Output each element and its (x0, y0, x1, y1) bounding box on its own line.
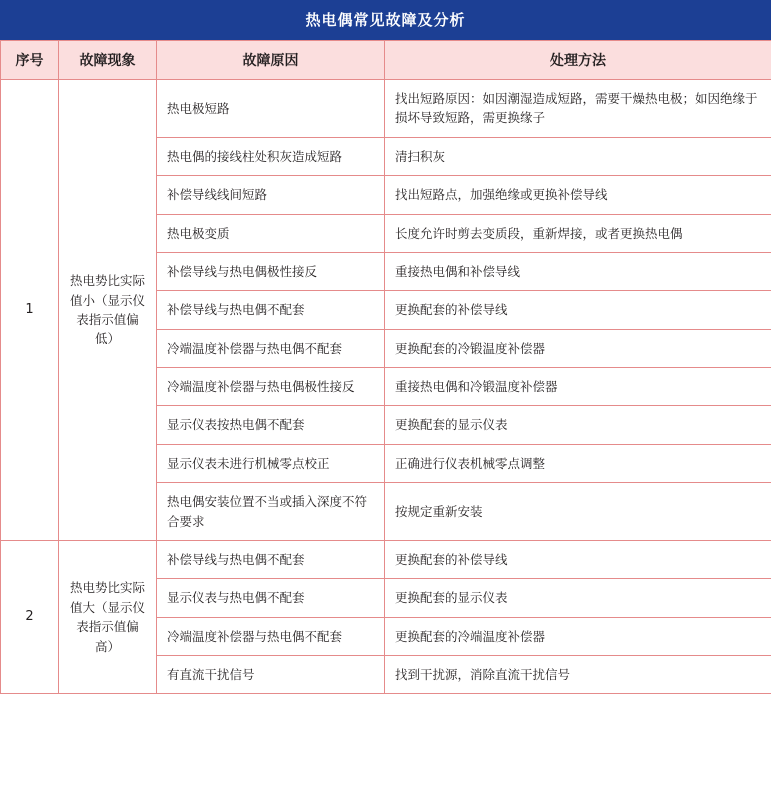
table-row (1, 540, 771, 578)
row-cause: 热电极短路 (157, 80, 385, 138)
row-cause: 热电偶安装位置不当或插入深度不符合要求 (157, 483, 385, 541)
row-cause: 有直流干扰信号 (157, 656, 385, 694)
row-cause: 补偿导线线间短路 (157, 176, 385, 214)
row-cause: 补偿导线与热电偶不配套 (157, 540, 385, 578)
row-fix: 正确进行仪表机械零点调整 (385, 444, 771, 482)
column-header-phenomenon: 故障现象 (59, 41, 157, 80)
table-row (1, 80, 771, 138)
row-fix: 找出短路原因：如因潮湿造成短路，需要干燥热电极；如因绝缘于损坏导致短路，需更换缘子 (385, 80, 771, 138)
row-cause: 热电极变质 (157, 214, 385, 252)
column-header-fix: 处理方法 (385, 41, 771, 80)
row-phenomenon: 热电势比实际值小（显示仪表指示值偏低） (59, 80, 157, 541)
fault-table (0, 40, 771, 694)
table-body (1, 80, 771, 694)
row-fix: 更换配套的显示仪表 (385, 579, 771, 617)
row-cause: 热电偶的接线柱处积灰造成短路 (157, 137, 385, 175)
row-cause: 冷端温度补偿器与热电偶极性接反 (157, 368, 385, 406)
row-cause: 显示仪表未进行机械零点校正 (157, 444, 385, 482)
row-index: 2 (1, 540, 59, 694)
row-phenomenon: 热电势比实际值大（显示仪表指示值偏高） (59, 540, 157, 694)
row-fix: 按规定重新安装 (385, 483, 771, 541)
row-fix: 更换配套的冷锻温度补偿器 (385, 329, 771, 367)
row-fix: 清扫积灰 (385, 137, 771, 175)
row-fix: 更换配套的显示仪表 (385, 406, 771, 444)
row-cause: 冷端温度补偿器与热电偶不配套 (157, 617, 385, 655)
column-header-index: 序号 (1, 41, 59, 80)
row-cause: 冷端温度补偿器与热电偶不配套 (157, 329, 385, 367)
row-fix: 更换配套的冷端温度补偿器 (385, 617, 771, 655)
row-fix: 更换配套的补偿导线 (385, 540, 771, 578)
row-index: 1 (1, 80, 59, 541)
row-fix: 更换配套的补偿导线 (385, 291, 771, 329)
row-cause: 补偿导线与热电偶极性接反 (157, 252, 385, 290)
row-fix: 找出短路点，加强绝缘或更换补偿导线 (385, 176, 771, 214)
row-fix: 重接热电偶和冷锻温度补偿器 (385, 368, 771, 406)
column-header-cause: 故障原因 (157, 41, 385, 80)
row-fix: 找到干扰源，消除直流干扰信号 (385, 656, 771, 694)
row-fix: 长度允许时剪去变质段，重新焊接，或者更换热电偶 (385, 214, 771, 252)
row-cause: 显示仪表按热电偶不配套 (157, 406, 385, 444)
row-cause: 补偿导线与热电偶不配套 (157, 291, 385, 329)
row-cause: 显示仪表与热电偶不配套 (157, 579, 385, 617)
row-fix: 重接热电偶和补偿导线 (385, 252, 771, 290)
page-title: 热电偶常见故障及分析 (0, 0, 771, 40)
table-header (1, 41, 771, 80)
